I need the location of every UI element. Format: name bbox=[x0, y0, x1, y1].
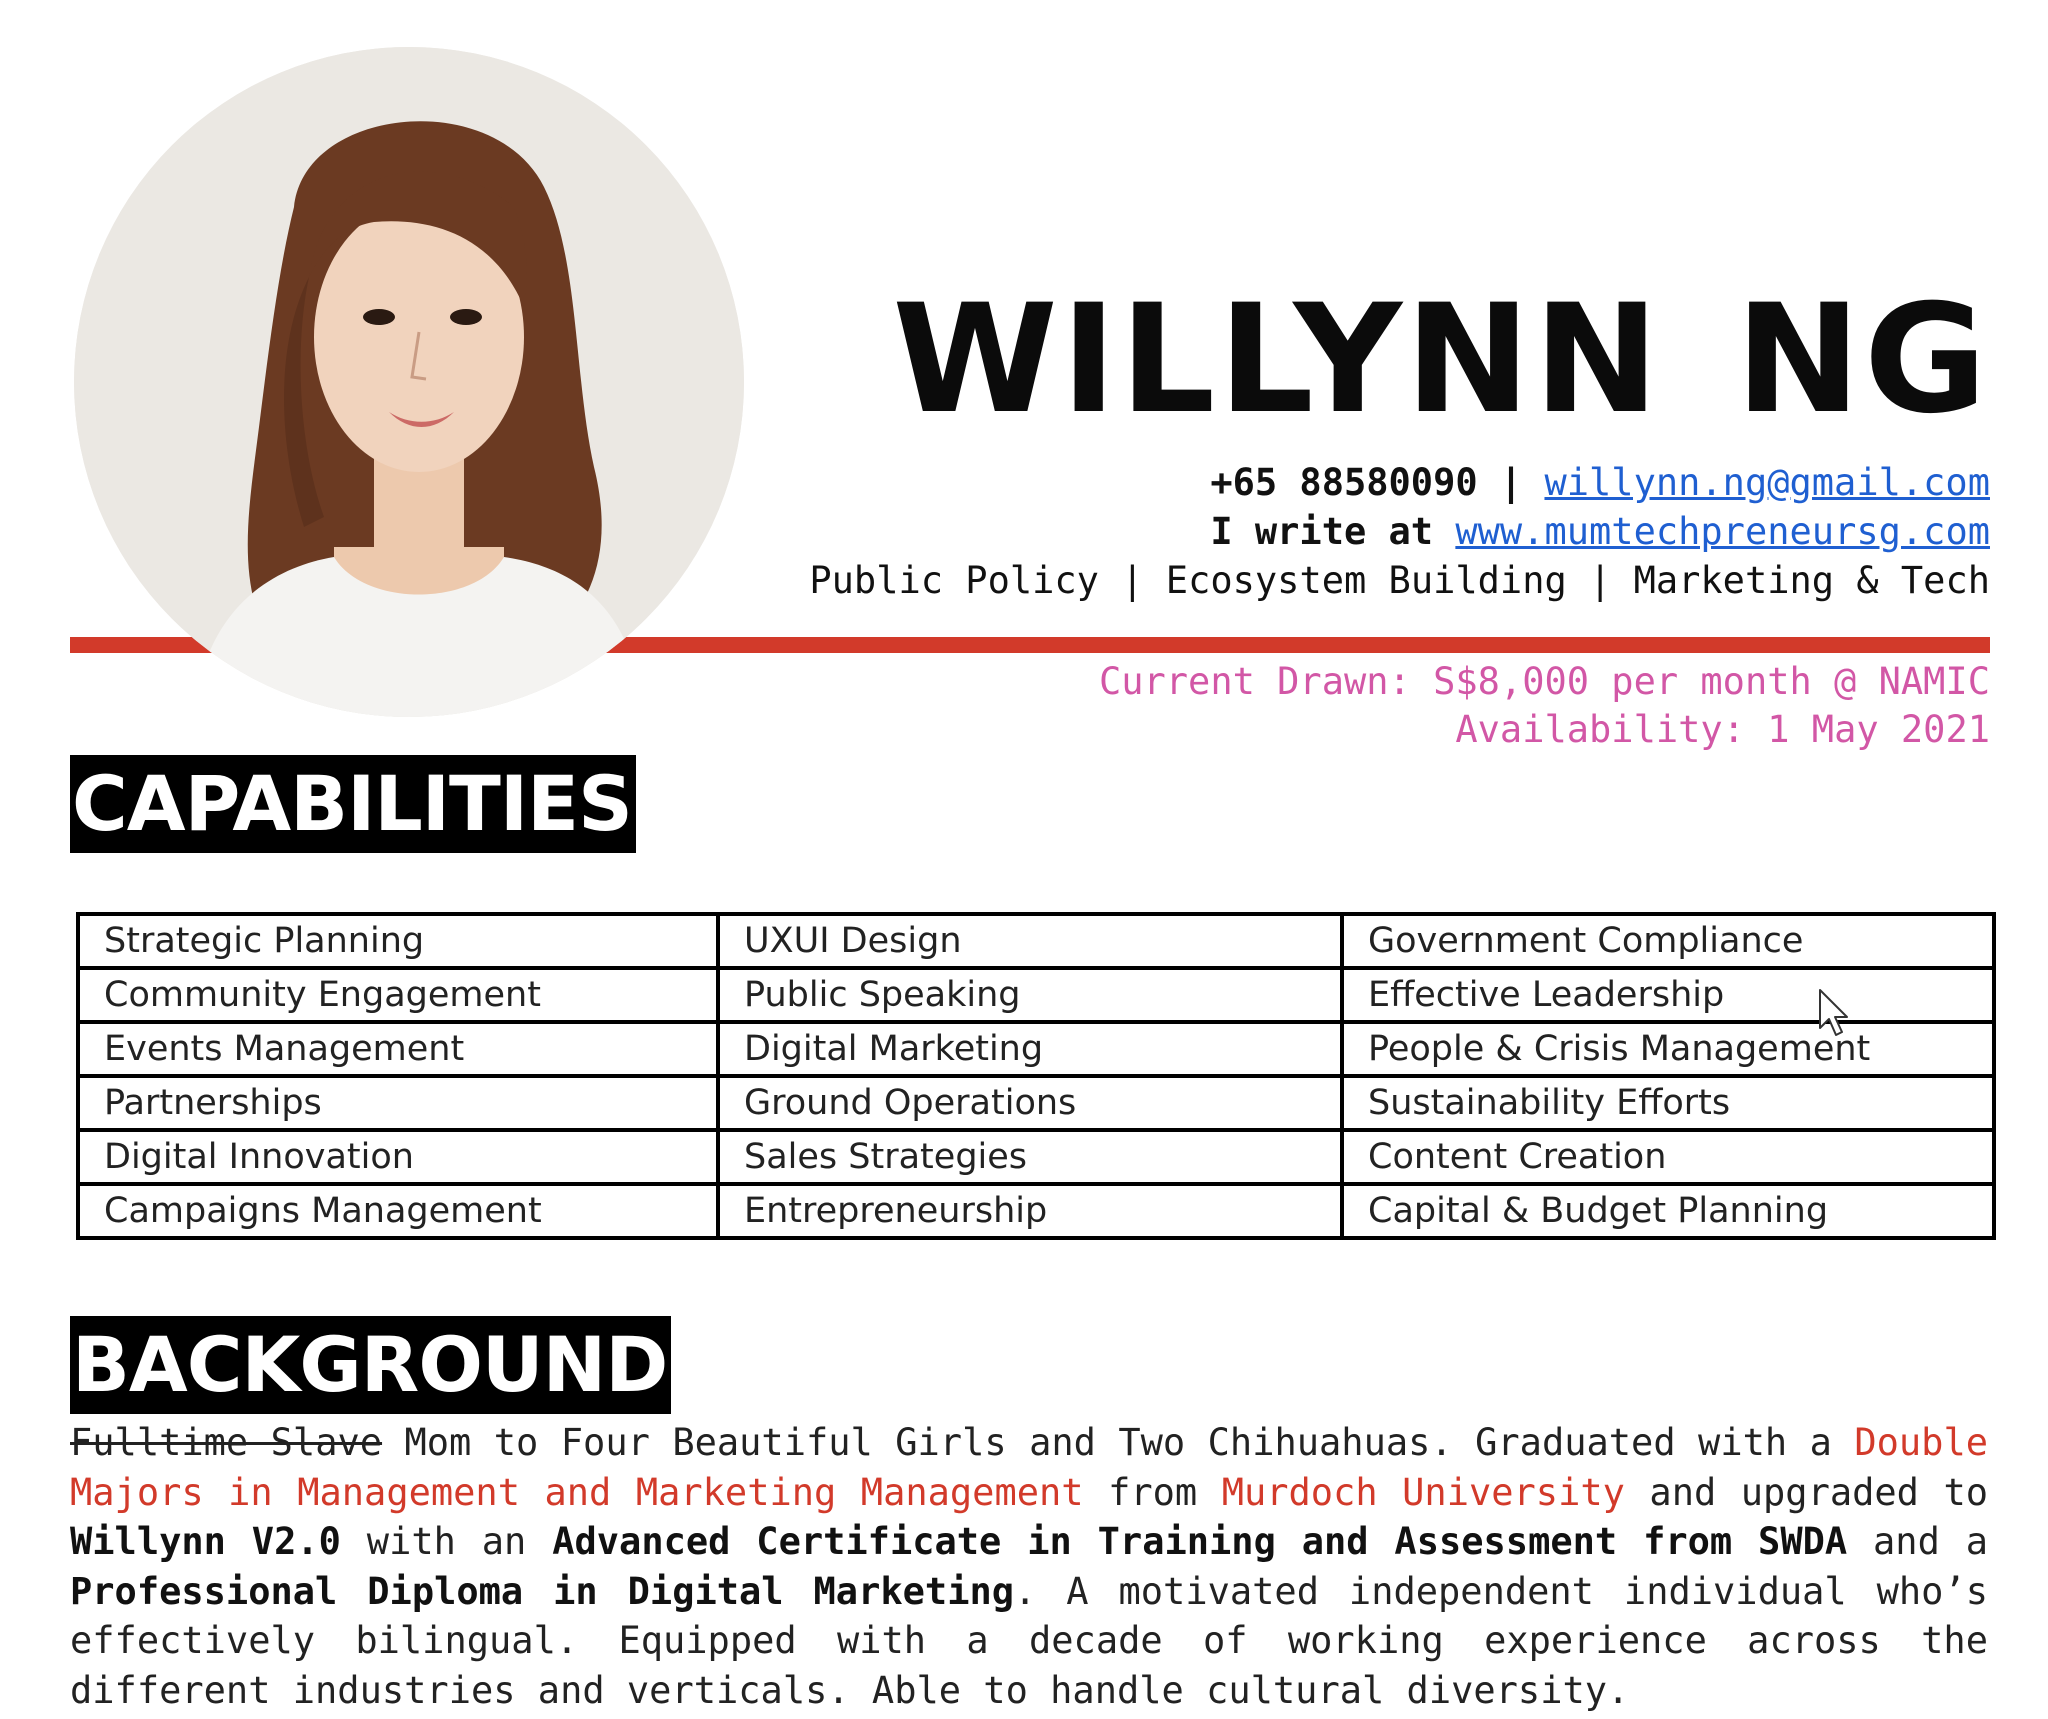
phone-number: +65 88580090 bbox=[1210, 461, 1478, 504]
capability-cell: Government Compliance bbox=[1342, 914, 1994, 968]
capability-cell: Public Speaking bbox=[718, 968, 1342, 1022]
capability-cell: People & Crisis Management bbox=[1342, 1022, 1994, 1076]
background-segment: from bbox=[1083, 1470, 1222, 1514]
capability-cell: Capital & Budget Planning bbox=[1342, 1184, 1994, 1238]
salary-block bbox=[1099, 658, 1990, 754]
capability-cell: Community Engagement bbox=[78, 968, 718, 1022]
capability-cell: Effective Leadership bbox=[1342, 968, 1994, 1022]
background-segment: . A motivated independent individual who’s effectively bilingual. Equipped with a decade of working experience across the different industries and verticals. Able to handle cultural diversity. bbox=[70, 1569, 1989, 1712]
capability-cell: Sales Strategies bbox=[718, 1130, 1342, 1184]
contact-separator: | bbox=[1477, 461, 1545, 504]
capabilities-table bbox=[76, 912, 1996, 1240]
table-row bbox=[78, 1184, 1994, 1238]
background-segment: Mom to Four Beautiful Girls and Two Chihuahuas. Graduated with a bbox=[382, 1421, 1855, 1464]
capability-cell: UXUI Design bbox=[718, 914, 1342, 968]
contact-block bbox=[809, 458, 1990, 605]
background-paragraph bbox=[70, 1418, 1988, 1715]
capability-cell: Digital Innovation bbox=[78, 1130, 718, 1184]
table-row bbox=[78, 1022, 1994, 1076]
table-row bbox=[78, 1130, 1994, 1184]
background-segment: and a bbox=[1847, 1520, 1989, 1563]
background-segment: Willynn V2.0 bbox=[70, 1520, 341, 1563]
capability-cell: Partnerships bbox=[78, 1076, 718, 1130]
capabilities-heading: CAPABILITIES bbox=[70, 755, 636, 853]
mouse-pointer-icon bbox=[1818, 988, 1852, 1038]
background-segment: Double Majors in Management and Marketing Management bbox=[70, 1421, 1988, 1514]
website-prefix: I write at bbox=[1210, 510, 1456, 553]
capability-cell: Digital Marketing bbox=[718, 1022, 1342, 1076]
capability-cell: Ground Operations bbox=[718, 1076, 1342, 1130]
background-segment: Advanced Certificate in Training and Assessment from SWDA bbox=[552, 1520, 1848, 1563]
capability-cell: Strategic Planning bbox=[78, 914, 718, 968]
capability-cell: Entrepreneurship bbox=[718, 1184, 1342, 1238]
capability-cell: Content Creation bbox=[1342, 1130, 1994, 1184]
current-drawn: Current Drawn: S$8,000 per month @ NAMIC bbox=[1098, 660, 1990, 703]
table-row bbox=[78, 968, 1994, 1022]
contact-line-phone-email bbox=[809, 458, 1990, 507]
background-heading: BACKGROUND bbox=[70, 1316, 671, 1414]
capability-cell: Campaigns Management bbox=[78, 1184, 718, 1238]
background-segment: Fulltime Slave bbox=[70, 1421, 383, 1464]
background-segment: with an bbox=[340, 1520, 553, 1563]
focus-areas: Public Policy | Ecosystem Building | Marketing & Tech bbox=[809, 559, 1990, 602]
email-link[interactable]: willynn.ng@gmail.com bbox=[1544, 461, 1990, 504]
background-segment: Murdoch University bbox=[1221, 1470, 1625, 1514]
profile-photo bbox=[74, 47, 744, 717]
background-segment: Professional Diploma in Digital Marketing bbox=[70, 1569, 1015, 1613]
candidate-name: WILLYNN NG bbox=[892, 273, 1990, 447]
table-row bbox=[78, 914, 1994, 968]
table-row bbox=[78, 1076, 1994, 1130]
background-segment: and upgraded to bbox=[1624, 1470, 1989, 1514]
website-link[interactable]: www.mumtechpreneursg.com bbox=[1455, 510, 1990, 553]
capability-cell: Sustainability Efforts bbox=[1342, 1076, 1994, 1130]
capability-cell: Events Management bbox=[78, 1022, 718, 1076]
availability: Availability: 1 May 2021 bbox=[1455, 708, 1990, 751]
contact-line-website bbox=[809, 507, 1990, 556]
